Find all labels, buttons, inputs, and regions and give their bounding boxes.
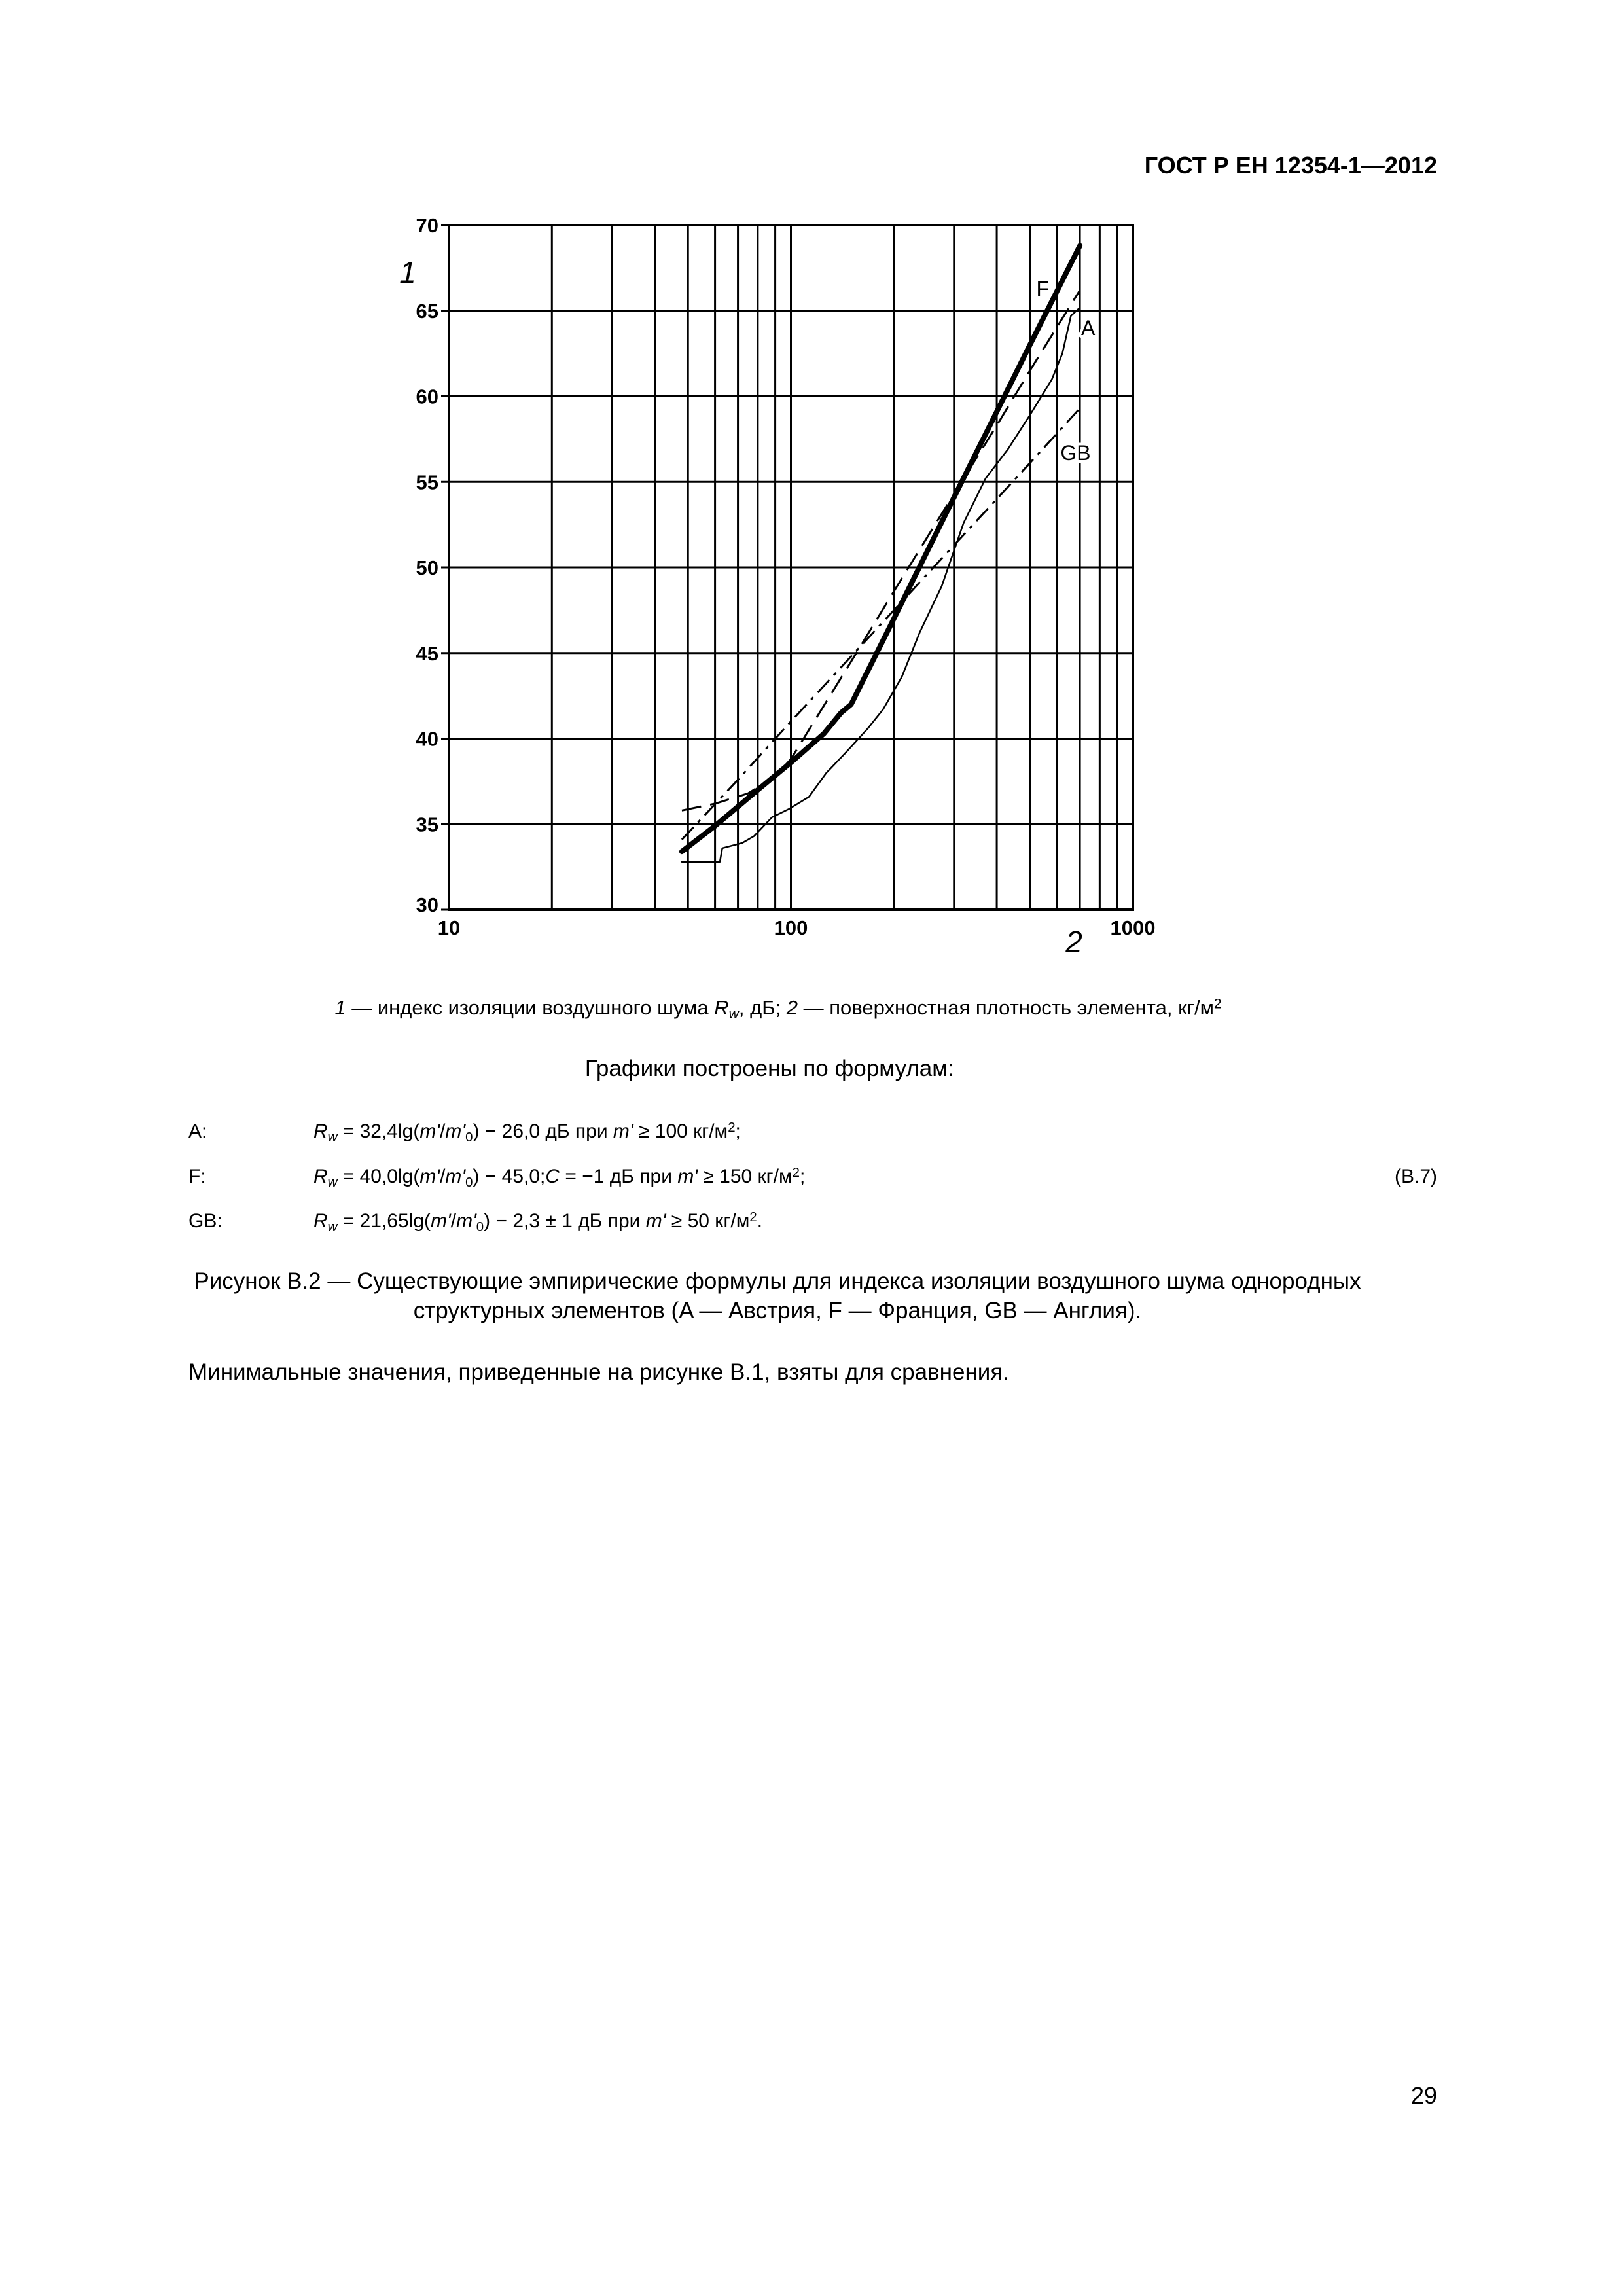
formula-f-condition: ≥ 150 кг/м [698, 1166, 793, 1188]
series-line-thin [682, 309, 1079, 862]
formula-gb-condition: ≥ 50 кг/м [666, 1210, 750, 1232]
formula-f [313, 1166, 805, 1191]
x-tick-label: 100 [774, 916, 808, 939]
formula-f-c-rest: = −1 дБ при [560, 1166, 678, 1188]
formula-a-r-subscript: w [327, 1130, 338, 1145]
series-line-gb [682, 408, 1080, 840]
formula-gb-m0-subscript: 0 [476, 1219, 484, 1234]
legend-unit-exponent: 2 [1213, 996, 1222, 1012]
formulas-intro: Графики построены по формулам: [584, 1056, 955, 1081]
series-label-a: A [1081, 315, 1096, 340]
formula-f-coefficient: = 40,0lg( [337, 1166, 420, 1188]
formula-f-unit-exponent: 2 [792, 1166, 800, 1180]
series-label-gb: GB [1060, 440, 1091, 465]
formula-label-a: A: [188, 1121, 207, 1142]
formula-gb-m0: m' [456, 1210, 476, 1232]
formula-gb-m-condition: m' [645, 1210, 666, 1232]
formula-a-coefficient: = 32,4lg( [337, 1121, 420, 1143]
legend-r-symbol: R [714, 996, 729, 1019]
series-line-f [682, 245, 1080, 852]
y-axis-label: 1 [399, 255, 416, 289]
formula-gb-slash: / [450, 1210, 457, 1232]
y-tick-label: 45 [416, 641, 438, 665]
legend-r-subscript: w [728, 1006, 739, 1022]
formula-f-m: m' [419, 1166, 440, 1188]
formula-f-slash: / [440, 1166, 446, 1188]
formula-a-condition: ≥ 100 кг/м [633, 1121, 728, 1143]
formula-a-unit-exponent: 2 [728, 1121, 736, 1135]
formula-label-gb: GB: [188, 1210, 223, 1232]
x-tick-label: 1000 [1110, 916, 1156, 939]
y-tick-label: 55 [416, 471, 438, 494]
legend-text-1: — индекс изоляции воздушного шума [346, 996, 715, 1019]
y-tick-label: 50 [416, 556, 438, 579]
formula-label-f: F: [188, 1166, 206, 1187]
formula-f-end: ; [799, 1166, 806, 1188]
page-number: 29 [1410, 2082, 1437, 2109]
x-axis-label: 2 [1065, 925, 1082, 959]
y-tick-label: 60 [416, 385, 438, 408]
formula-a-m-condition: m' [613, 1121, 633, 1143]
legend-number-2: 2 [786, 996, 798, 1019]
series-label-f: F [1036, 276, 1050, 300]
formula-a-m: m' [419, 1121, 440, 1143]
formula-a-slash: / [440, 1121, 446, 1143]
formula-gb-r-subscript: w [327, 1219, 338, 1234]
y-tick-label: 40 [416, 727, 438, 751]
note-paragraph: Минимальные значения, приведенные на рисунке В.1, взяты для сравнения. [188, 1359, 1010, 1385]
formula-gb [313, 1210, 762, 1235]
formula-f-m0-subscript: 0 [465, 1175, 473, 1190]
formula-f-r-symbol: R [313, 1166, 328, 1188]
formula-f-r-subscript: w [327, 1175, 338, 1190]
formula-f-m-condition: m' [677, 1166, 698, 1188]
formula-gb-m: m' [431, 1210, 451, 1232]
x-tick-label: 10 [437, 916, 461, 939]
y-tick-label: 35 [416, 813, 438, 836]
formula-f-m0: m' [445, 1166, 466, 1188]
formula-gb-rest: ) − 2,3 ± 1 дБ при [484, 1210, 646, 1232]
formula-a-rest: ) − 26,0 дБ при [473, 1121, 613, 1143]
y-tick-label: 70 [416, 214, 438, 237]
legend-text-3: — поверхностная плотность элемента, кг/м [798, 996, 1214, 1019]
y-tick-label: 30 [416, 893, 438, 916]
formula-gb-end: . [757, 1210, 763, 1232]
figure-caption-line-2: структурных элементов (A — Австрия, F — Франция, GB — Англия). [413, 1298, 1142, 1323]
formula-a [313, 1121, 741, 1145]
formula-gb-r-symbol: R [313, 1210, 328, 1232]
formula-f-c-symbol: C [545, 1166, 560, 1188]
y-tick-label: 65 [416, 299, 438, 323]
formula-gb-unit-exponent: 2 [749, 1210, 757, 1225]
formula-a-m0: m' [445, 1121, 466, 1143]
formula-f-rest: ) − 45,0; [473, 1166, 546, 1188]
formula-a-r-symbol: R [313, 1121, 328, 1143]
legend-text-2: , дБ; [738, 996, 787, 1019]
formula-a-m0-subscript: 0 [465, 1130, 473, 1145]
chart [366, 196, 1204, 982]
chart-legend-caption [141, 996, 1415, 1022]
formula-a-end: ; [735, 1121, 741, 1143]
document-code-header: ГОСТ Р ЕН 12354-1—2012 [1144, 152, 1437, 179]
equation-number: (В.7) [1394, 1166, 1437, 1187]
legend-number-1: 1 [334, 996, 346, 1019]
figure-caption-line-1: Рисунок В.2 — Существующие эмпирические формулы для индекса изоляции воздушного шума однородных [194, 1268, 1361, 1294]
formula-gb-coefficient: = 21,65lg( [337, 1210, 431, 1232]
